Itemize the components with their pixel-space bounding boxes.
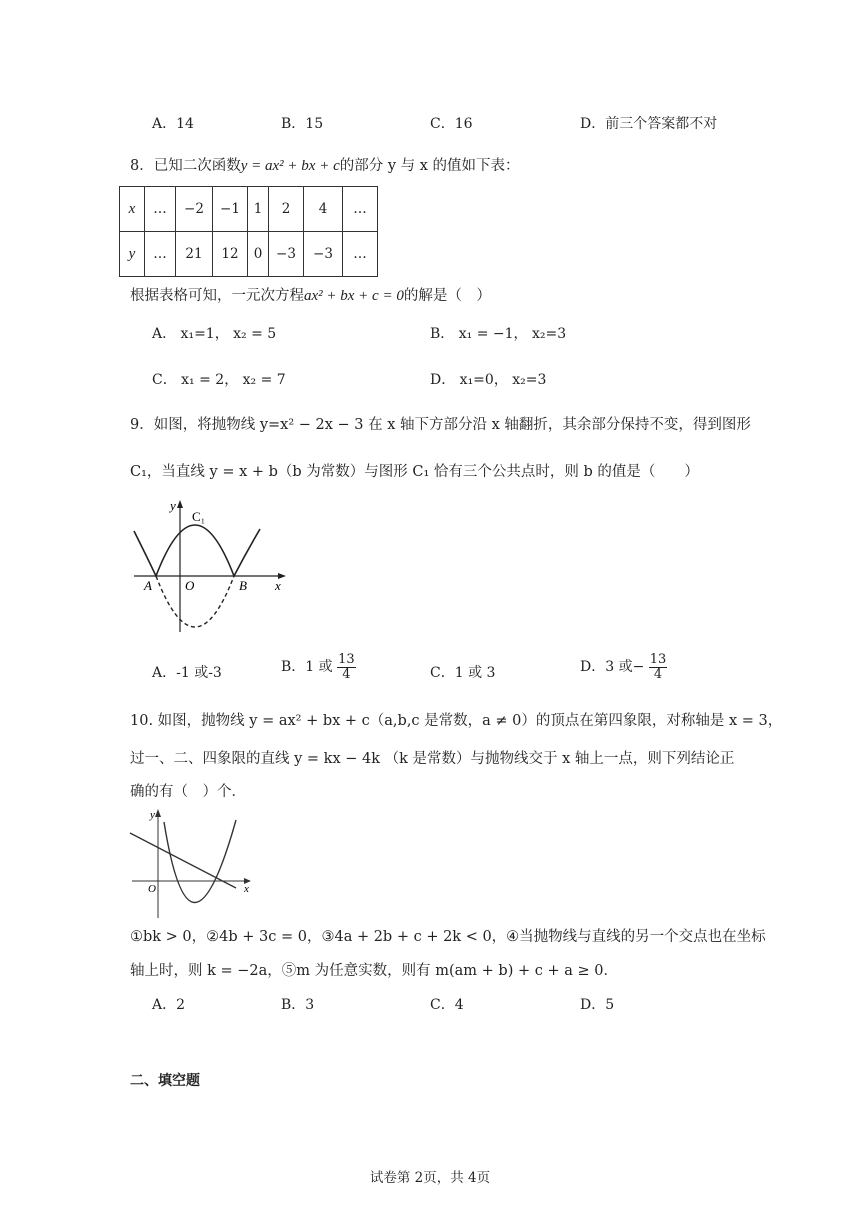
q8-value-table [119,186,378,277]
table-row-y [120,232,378,277]
table-cell: 4 [304,187,343,232]
origin-label: O [148,883,156,895]
table-cell: … [343,187,378,232]
q8-question: 根据表格可知，一元次方程ax² + bx + c = 0的解是（ ） [130,288,491,304]
origin-label: O [185,578,195,593]
table-cell: … [145,187,176,232]
x-axis-label: x [244,883,249,895]
table-cell: −2 [176,187,213,232]
q7-option-d: D．前三个答案都不对 [580,116,718,132]
q8-stem: 8．已知二次函数y = ax² + bx + c的部分 y 与 x 的值如下表： [130,158,520,174]
q9-option-a: A．-1 或-3 [152,665,222,681]
table-row-x [120,187,378,232]
q10-stem-line1: 10. 如图，抛物线 y = ax² + bx + c（a,b,c 是常数，a ≠ 0）的顶点在第四象限，对称轴是 x = 3， [130,713,783,729]
y-axis-label: y [170,498,176,513]
q10-stem-line2: 过一、二、四象限的直线 y = kx − 4k （k 是常数）与抛物线交于 x 轴上一点，则下列结论正 [130,751,735,767]
fraction-13-over-4: $\frac{13}{4}$ [649,652,667,682]
page-footer: 试卷第 2页，共 4页 [369,1170,491,1186]
q9-option-d: D．3 或− $\frac{13}{4}$ [580,652,667,682]
x-axis-label: x [275,578,281,593]
point-b-label: B [239,578,247,593]
q9-stem-line2: C₁，当直线 y = x + b（b 为常数）与图形 C₁ 恰有三个公共点时，则 b 的值是（ ） [130,464,699,480]
table-cell: y [120,232,145,277]
table-cell: x [120,187,145,232]
table-cell: … [343,232,378,277]
q8-option-a: A． x₁=1， x₂ = 5 [152,326,277,342]
q9-stem-line1: 9．如图，将抛物线 y=x² − 2x − 3 在 x 轴下方部分沿 x 轴翻折，其余部分保持不变，得到图形 [130,417,751,433]
q7-option-a: A．14 [152,116,194,132]
q10-option-a: A．2 [152,997,186,1013]
table-cell: … [145,232,176,277]
q7-option-c: C．16 [430,116,473,132]
q10-conditions-line2: 轴上时，则 k = −2a，⑤m 为任意实数，则有 m(am + b) + c + a ≥ 0． [130,963,618,979]
q10-option-c: C．4 [430,997,464,1013]
table-cell: −1 [213,187,248,232]
q9-graph [126,495,296,635]
y-axis-label: y [150,809,155,821]
section-title: 二、填空题 [130,1073,200,1089]
q10-graph [128,806,258,918]
table-cell: −3 [304,232,343,277]
c1-label: C₁ [192,509,206,524]
table-cell: 2 [269,187,304,232]
point-a-label: A [144,578,152,593]
q10-stem-line3: 确的有（ ）个． [130,784,246,800]
q10-option-b: B．3 [281,997,315,1013]
table-cell: 0 [248,232,269,277]
q9-option-c: C．1 或 3 [430,665,496,681]
q7-option-b: B．15 [281,116,324,132]
q8-option-b: B． x₁ = −1， x₂=3 [430,326,567,342]
q10-option-d: D．5 [580,997,615,1013]
q8-option-c: C． x₁ = 2， x₂ = 7 [152,372,286,388]
table-cell: −3 [269,232,304,277]
table-cell: 12 [213,232,248,277]
table-cell: 21 [176,232,213,277]
fraction-13-over-4: $\frac{13}{4}$ [338,652,355,682]
q8-option-d: D． x₁=0， x₂=3 [430,372,547,388]
table-cell: 1 [248,187,269,232]
q9-option-b: B．1 或 $\frac{13}{4}$ [281,652,355,682]
q10-conditions-line1: ①bk > 0，②4b + 3c = 0，③4a + 2b + c + 2k < 0，④当抛物线与直线的另一个交点也在坐标 [130,929,766,945]
